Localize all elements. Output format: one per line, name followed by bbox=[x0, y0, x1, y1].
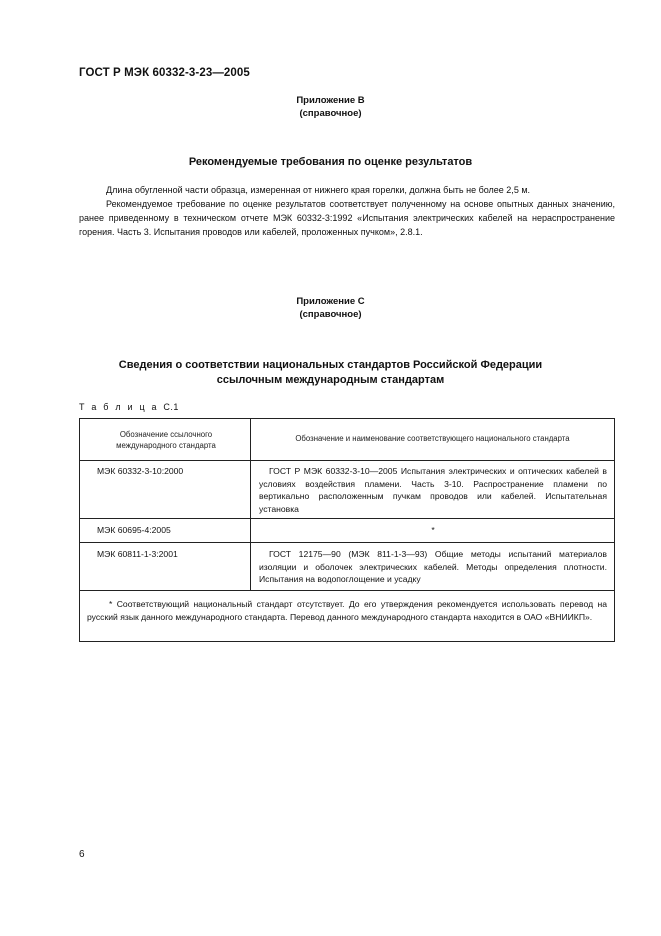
paragraph: Длина обугленной части образца, измеренная от нижнего края горелки, должна быть не более 2,5 м. bbox=[106, 185, 531, 195]
column-header-reference: Обозначение ссылочного международного стандарта bbox=[116, 430, 216, 450]
reference-table bbox=[79, 418, 615, 642]
table-border bbox=[79, 542, 615, 543]
table-cell-national: ГОСТ 12175—90 (МЭК 811-1-3—93) Общие методы испытаний материалов изоляции и оболочек электрических кабелей. Методы определения плотности. Испытания на водопоглощение и усадку bbox=[259, 549, 607, 585]
table-border bbox=[79, 590, 615, 591]
table-border bbox=[614, 418, 615, 642]
table-cell-national: ГОСТ Р МЭК 60332-3-10—2005 Испытания электрических и оптических кабелей в условиях воздействия пламени. Часть 3-10. Распространение пламени по вертикально расположенным пучкам проводов или кабелей. Испытательная установка bbox=[259, 466, 607, 514]
table-border bbox=[79, 418, 615, 419]
appendix-b-type: (справочное) bbox=[299, 108, 362, 119]
column-header-national: Обозначение и наименование соответствующего национального стандарта bbox=[295, 434, 570, 443]
table-label bbox=[79, 402, 179, 412]
table-border bbox=[250, 418, 251, 590]
appendix-b-heading: Рекомендуемые требования по оценке результатов bbox=[188, 156, 473, 168]
page-number: 6 bbox=[79, 849, 85, 860]
appendix-c-type: (справочное) bbox=[299, 309, 362, 320]
heading-line: Сведения о соответствии национальных стандартов Российской Федерации bbox=[118, 359, 543, 371]
table-cell-reference: МЭК 60332-3-10:2000 bbox=[97, 466, 184, 476]
table-footnote: * Соответствующий национальный стандарт отсутствует. До его утверждения рекомендуется использовать перевод на русский язык данного международного стандарта. Перевод данного международного стандарта находится в ОАО «ВНИИКП». bbox=[87, 599, 607, 622]
table-cell-national: * bbox=[431, 525, 435, 535]
table-border bbox=[79, 460, 615, 461]
document-code: ГОСТ Р МЭК 60332-3-23—2005 bbox=[79, 67, 250, 79]
table-border bbox=[79, 418, 80, 642]
table-label-word: Т а б л и ц а bbox=[79, 402, 159, 412]
table-label-number: С.1 bbox=[163, 402, 179, 412]
paragraph: Рекомендуемое требование по оценке результатов соответствует полученному на основе опытных данных значению, ранее приведенному в техническом отчете МЭК 60332-3:1992 «Испытания электрических кабелей на нераспространение горения. Часть 3. Испытания проводов или кабелей, проложенных пучком», 2.8.1. bbox=[79, 199, 615, 237]
appendix-b-text bbox=[79, 183, 615, 239]
appendix-c-title: Приложение С bbox=[296, 296, 365, 307]
table-border bbox=[79, 641, 615, 642]
appendix-b-title: Приложение В bbox=[296, 95, 365, 106]
table-cell-reference: МЭК 60811-1-3:2001 bbox=[97, 549, 178, 559]
heading-line: ссылочным международным стандартам bbox=[216, 374, 445, 386]
table-cell-reference: МЭК 60695-4:2005 bbox=[97, 525, 171, 535]
table-border bbox=[79, 518, 615, 519]
appendix-c-heading bbox=[0, 358, 661, 388]
